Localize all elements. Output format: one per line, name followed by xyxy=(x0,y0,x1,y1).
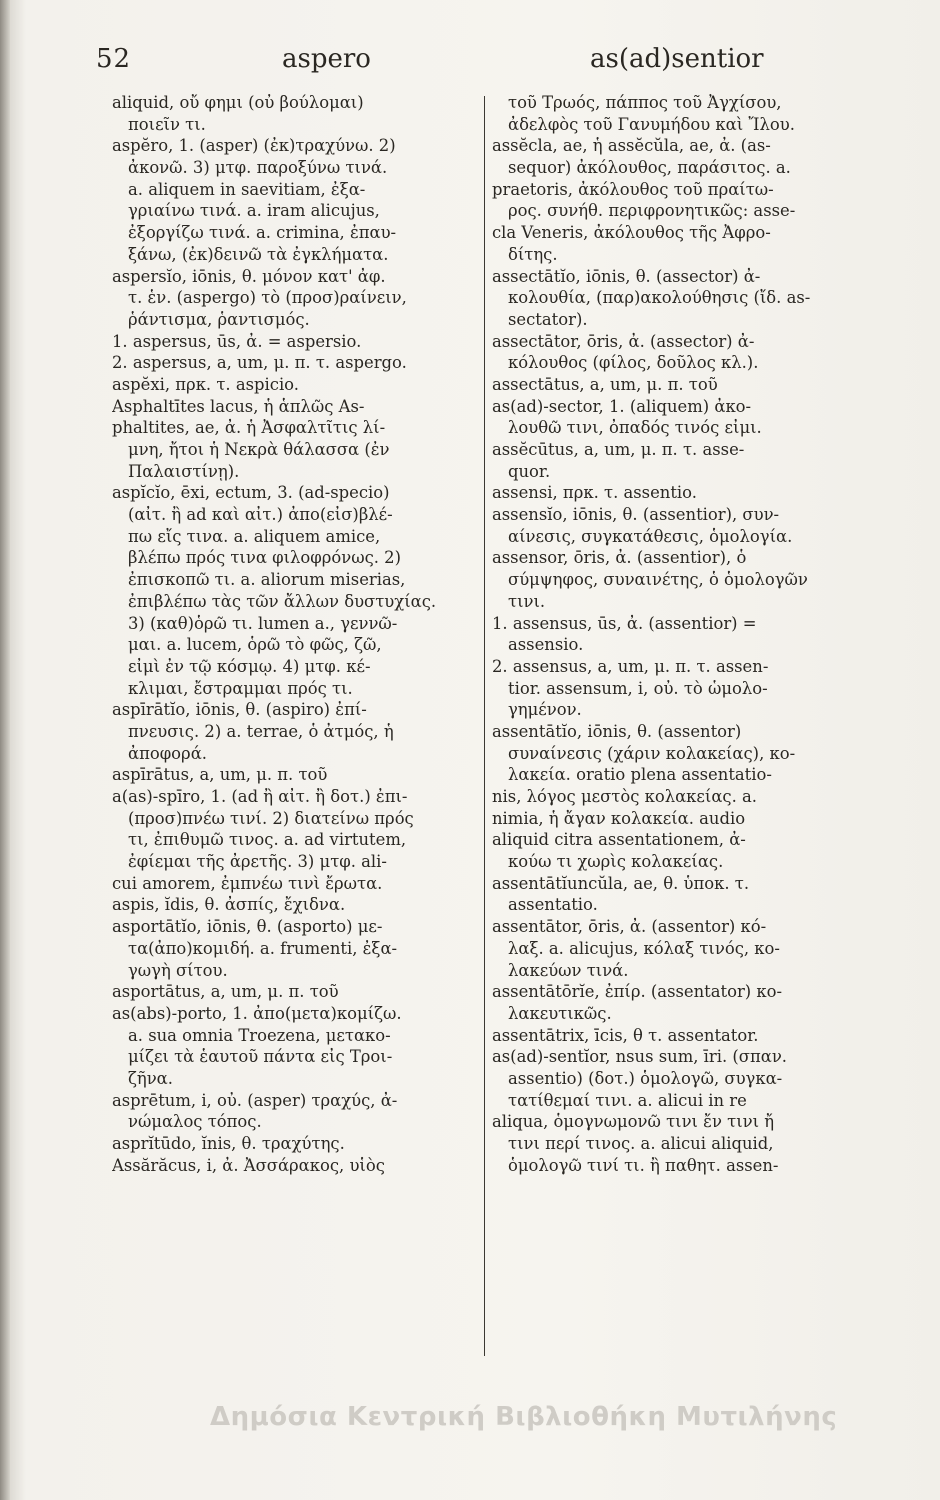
entry-line: a(as)-spīro, 1. (ad ἢ αἰτ. ἢ δοτ.) ἐπι- xyxy=(112,787,408,806)
entry-line: cla Veneris, ἀκόλουθος τῆς Ἀφρο- xyxy=(492,223,771,243)
entry-line: assĕcla, ae, ἡ assĕcŭla, ae, ἀ. (as- xyxy=(492,136,771,156)
page-number: 52 xyxy=(96,44,132,74)
entry-line: ὁμολογῶ τινί τι. ἢ παθητ. assen- xyxy=(508,1155,779,1175)
entry-line: aspĕro, 1. (asper) (ἐκ)τραχύνω. 2) xyxy=(112,136,396,156)
entry-line: εἰμὶ ἐν τῷ κόσμῳ. 4) μτφ. κέ- xyxy=(128,656,371,676)
entry-line: ῥάντισμα, ῥαντισμός. xyxy=(128,309,310,329)
entry-line: nimia, ἡ ἄγαν κολακεία. audio xyxy=(492,808,746,828)
entry-line: ἐξοργίζω τινά. a. crimina, ἐπαυ- xyxy=(128,223,397,243)
entry-line: μνη, ἤτοι ἡ Νεκρὰ θάλασσα (ἐν xyxy=(128,440,390,459)
book-spine xyxy=(0,0,10,1500)
entry-line: τοῦ Τρωός, πάππος τοῦ Ἀγχίσου, xyxy=(508,93,782,112)
entry-line: a. sua omnia Troezena, μετακο- xyxy=(128,1025,391,1045)
entry-line: aliquid citra assentationem, ἀ- xyxy=(492,830,746,850)
entry-line: 3) (καθ)ὁρῶ τι. lumen a., γεννῶ- xyxy=(128,613,398,633)
entry-line: λαξ. a. alicujus, κόλαξ τινός, κο- xyxy=(508,938,780,958)
entry-line: 2. aspersus, a, um, μ. π. τ. aspergo. xyxy=(112,353,407,373)
entry-line: assensor, ōris, ἀ. (assentior), ὁ xyxy=(492,548,747,568)
entry-line: as(abs)-porto, 1. ἀπο(μετα)κομίζω. xyxy=(112,1003,402,1023)
entry-line: ἐπιβλέπω τὰς τῶν ἄλλων δυστυχίας. xyxy=(128,591,437,611)
entry-line: sectator). xyxy=(508,309,588,329)
entry-line: Assărăcus, i, ἀ. Ἀσσάρακος, υἱὸς xyxy=(112,1155,385,1175)
entry-line: 1. assensus, ūs, ἀ. (assentior) = xyxy=(492,613,757,633)
entry-line: aspersĭo, iōnis, θ. μόνον κατ' ἀφ. xyxy=(112,266,386,286)
right-column xyxy=(492,92,860,1176)
entry-line: aspīrātĭo, iōnis, θ. (aspiro) ἐπί- xyxy=(112,700,367,720)
entry-line: ρος. συνήθ. περιφρονητικῶς: asse- xyxy=(508,201,796,221)
entry-line: βλέπω πρός τινα φιλοφρόνως. 2) xyxy=(128,548,401,568)
entry-line: assensi, πρκ. τ. assentio. xyxy=(492,483,697,503)
left-guide-word: aspero xyxy=(282,44,371,74)
entry-line: λακεύων τινά. xyxy=(508,960,629,980)
entry-line: Παλαιστίνῃ). xyxy=(128,461,240,481)
entry-line: quor. xyxy=(508,461,551,481)
entry-line: γωγὴ σίτου. xyxy=(128,960,228,980)
entry-line: κούω τι χωρὶς κολακείας. xyxy=(508,852,724,872)
entry-line: asprētum, i, οὐ. (asper) τραχύς, ἀ- xyxy=(112,1090,398,1110)
entry-line: aliqua, ὁμογνωμονῶ τινι ἔν τινι ἤ xyxy=(492,1112,775,1132)
entry-line: κόλουθος (φίλος, δοῦλος κλ.). xyxy=(508,353,759,373)
entry-line: aspĕxi, πρκ. τ. aspicio. xyxy=(112,374,299,394)
entry-line: συναίνεσις (χάριν κολακείας), κο- xyxy=(508,743,796,763)
entry-line: τατίθεμαί τινι. a. alicui in re xyxy=(508,1090,747,1110)
left-column xyxy=(112,92,480,1176)
entry-line: assectātĭo, iōnis, θ. (assector) ἀ- xyxy=(492,266,761,286)
entry-line: ἀκονῶ. 3) μτφ. παροξύνω τινά. xyxy=(128,158,388,178)
entry-line: assentātrix, īcis, θ τ. assentator. xyxy=(492,1025,759,1045)
entry-line: aspĭcĭo, ēxi, ectum, 3. (ad-specio) xyxy=(112,483,390,503)
entry-line: μαι. a. lucem, ὁρῶ τὸ φῶς, ζῶ, xyxy=(128,635,382,655)
entry-line: phaltites, ae, ἀ. ἡ Ἀσφαλτῖτις λί- xyxy=(112,418,386,438)
entry-line: ποιεῖν τι. xyxy=(128,114,206,134)
entry-line: τ. ἑν. (aspergo) τὸ (προσ)ραίνειν, xyxy=(128,288,407,308)
entry-line: γριαίνω τινά. a. iram alicujus, xyxy=(128,201,380,221)
entry-line: τινι. xyxy=(508,591,546,611)
entry-line: 2. assensus, a, um, μ. π. τ. assen- xyxy=(492,656,769,676)
column-divider xyxy=(484,96,485,1356)
entry-line: ἀδελφὸς τοῦ Γανυμήδου καὶ Ἴλου. xyxy=(508,114,795,134)
entry-line: aliquid, οὔ φημι (οὐ βούλομαι) xyxy=(112,93,364,112)
entry-line: (αἰτ. ἢ ad καὶ αἰτ.) ἀπο(εἰσ)βλέ- xyxy=(128,505,393,525)
page-header xyxy=(0,44,940,84)
entry-line: tior. assensum, i, οὐ. τὸ ὡμολο- xyxy=(508,678,768,698)
entry-line: assentātĭuncŭla, ae, θ. ὑποκ. τ. xyxy=(492,873,750,893)
entry-line: κλιμαι, ἔστραμμαι πρός τι. xyxy=(128,678,353,698)
entry-line: κολουθία, (παρ)ακολούθησις (ἴδ. as- xyxy=(508,288,811,308)
entry-line: as(ad)-sentĭor, nsus sum, īri. (σπαν. xyxy=(492,1047,788,1067)
entry-line: σύμψηφος, συναινέτης, ὁ ὁμολογῶν xyxy=(508,570,808,590)
entry-line: assentio) (δοτ.) ὁμολογῶ, συγκα- xyxy=(508,1068,783,1088)
library-watermark: Δημόσια Κεντρική Βιβλιοθήκη Μυτιλήνης xyxy=(210,1402,838,1432)
entry-line: sequor) ἀκόλουθος, παράσιτος. a. xyxy=(508,158,791,178)
entry-line: nis, λόγος μεστὸς κολακείας. a. xyxy=(492,787,757,806)
entry-line: a. aliquem in saevitiam, ἐξα- xyxy=(128,179,366,199)
entry-line: aspis, ĭdis, θ. ἀσπίς, ἔχιδνα. xyxy=(112,895,346,915)
entry-line: as(ad)-sector, 1. (aliquem) ἀκο- xyxy=(492,396,752,416)
entry-line: assensĭo, iōnis, θ. (assentior), συν- xyxy=(492,505,780,525)
entry-line: assectātus, a, um, μ. π. τοῦ xyxy=(492,374,718,394)
entry-line: assensio. xyxy=(508,635,584,655)
entry-line: τινι περί τινος. a. alicui aliquid, xyxy=(508,1134,774,1153)
entry-line: assectātor, ōris, ἀ. (assector) ἀ- xyxy=(492,331,755,351)
entry-line: assentātĭo, iōnis, θ. (assentor) xyxy=(492,721,742,741)
entry-line: assĕcūtus, a, um, μ. π. τ. asse- xyxy=(492,440,745,459)
right-guide-word: as(ad)sentior xyxy=(590,44,764,74)
entry-line: λακευτικῶς. xyxy=(508,1003,612,1023)
entry-line: assentātor, ōris, ἀ. (assentor) κό- xyxy=(492,917,767,937)
entry-line: asportātĭo, iōnis, θ. (asporto) με- xyxy=(112,917,383,937)
entry-line: asprĭtūdo, ĭnis, θ. τραχύτης. xyxy=(112,1134,345,1153)
entry-line: Asphaltītes lacus, ἡ ἁπλῶς As- xyxy=(112,396,365,416)
entry-line: νώμαλος τόπος. xyxy=(128,1112,262,1132)
entry-line: πνευσις. 2) a. terrae, ὁ ἀτμός, ἡ xyxy=(128,721,394,741)
entry-line: (προσ)πνέω τινί. 2) διατείνω πρός xyxy=(128,808,414,828)
entry-line: πω εἴς τινα. a. aliquem amice, xyxy=(128,526,381,546)
entry-line: αίνεσις, συγκατάθεσις, ὁμολογία. xyxy=(508,526,793,546)
entry-line: assentātōrĭe, ἐπίρ. (assentator) κο- xyxy=(492,982,783,1002)
entry-line: λακεία. oratio plena assentatio- xyxy=(508,765,772,785)
entry-line: assentatio. xyxy=(508,895,598,915)
entry-line: cui amorem, ἐμπνέω τινὶ ἔρωτα. xyxy=(112,873,383,893)
entry-line: praetoris, ἀκόλουθος τοῦ πραίτω- xyxy=(492,179,774,199)
entry-line: τα(ἀπο)κομιδή. a. frumenti, ἐξα- xyxy=(128,938,398,958)
entry-line: 1. aspersus, ūs, ἀ. = aspersio. xyxy=(112,331,362,351)
entry-line: γημένον. xyxy=(508,700,582,720)
entry-line: δίτης. xyxy=(508,244,558,264)
entry-line: ζῆνα. xyxy=(128,1068,173,1088)
entry-line: asportātus, a, um, μ. π. τοῦ xyxy=(112,982,339,1002)
entry-line: ἐφίεμαι τῆς ἀρετῆς. 3) μτφ. ali- xyxy=(128,852,387,872)
entry-line: ἐπισκοπῶ τι. a. aliorum miserias, xyxy=(128,570,406,590)
entry-line: λουθῶ τινι, ὀπαδός τινός εἰμι. xyxy=(508,418,762,438)
entry-line: μίζει τὰ ἑαυτοῦ πάντα εἰς Τροι- xyxy=(128,1047,393,1067)
entry-line: ἀποφορά. xyxy=(128,743,207,763)
entry-line: aspīrātus, a, um, μ. π. τοῦ xyxy=(112,765,328,785)
entry-line: τι, ἐπιθυμῶ τινος. a. ad virtutem, xyxy=(128,830,407,850)
entry-line: ξάνω, (ἐκ)δεινῶ τὰ ἐγκλήματα. xyxy=(128,244,389,264)
